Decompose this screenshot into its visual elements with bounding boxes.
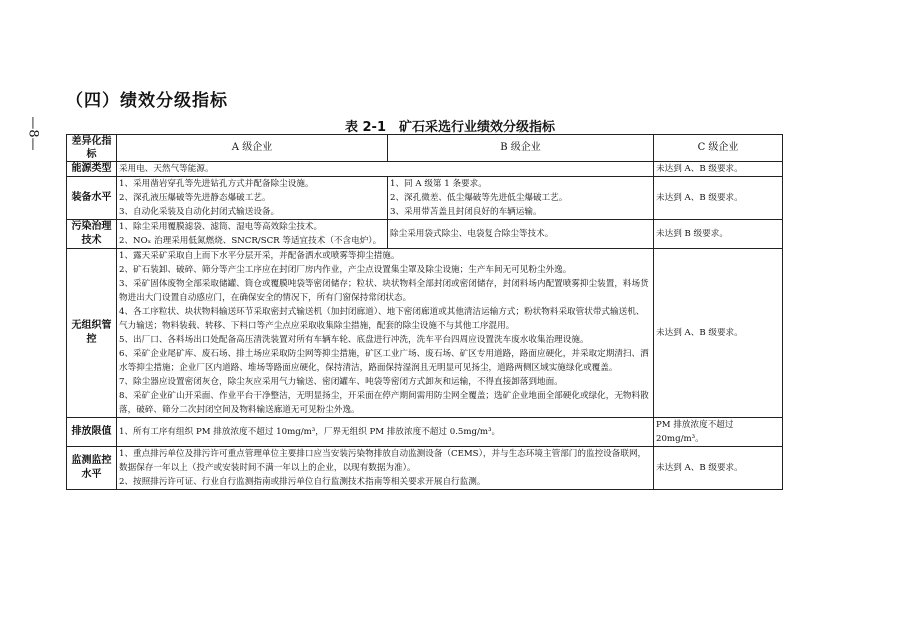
row-energy-type bbox=[67, 162, 783, 177]
category-monitoring-level: 监测监控水平 bbox=[67, 447, 117, 490]
row-emission-limit bbox=[67, 418, 783, 447]
cell-monitoring-a-b bbox=[117, 447, 654, 490]
cell-energy-c: 未达到 A、B 级要求。 bbox=[654, 162, 783, 177]
equipment-b-item-3: 3、采用带苫盖且封闭良好的车辆运输。 bbox=[390, 207, 542, 217]
equipment-a-item-3: 3、自动化采装及自动化封闭式输送设备。 bbox=[119, 207, 280, 217]
unorganized-item-6: 6、采矿企业尾矿库、废石场、排土场应采取防尘网等抑尘措施，矿区工业广场、废石场、矿区专用道路，路面应硬化，并采取定期清扫、洒水等抑尘措施；企业厂区内道路、堆场等路面应硬化，保持清洁，路面保持湿润且无明显可见扬尘，道路两侧区域实施绿化或覆盖。 bbox=[119, 349, 649, 373]
page-number: —8— bbox=[25, 115, 41, 151]
cell-equipment-b bbox=[388, 177, 654, 220]
header-category: 差异化指标 bbox=[67, 135, 117, 162]
row-unorganized-control bbox=[67, 249, 783, 418]
cell-unorganized-a-b bbox=[117, 249, 654, 418]
cell-emission-a-b: 1、所有工序有组织 PM 排放浓度不超过 10mg/m³，厂界无组织 PM 排放浓度不超过 0.5mg/m³。 bbox=[117, 418, 654, 447]
equipment-b-item-2: 2、深孔微差、低尘爆破等先进低尘爆破工艺。 bbox=[390, 193, 568, 203]
equipment-a-item-1: 1、采用凿岩穿孔等先进钻孔方式并配备除尘设施。 bbox=[119, 179, 314, 189]
cell-pollution-a bbox=[117, 220, 388, 249]
row-pollution-control bbox=[67, 220, 783, 249]
unorganized-item-2: 2、矿石装卸、破碎、筛分等产尘工序应在封闭厂房内作业，产尘点设置集尘罩及除尘设施；生产车间无可见粉尘外逸。 bbox=[119, 265, 572, 275]
cell-emission-c: PM 排放浓度不超过 20mg/m³。 bbox=[654, 418, 783, 447]
table-header-row bbox=[67, 135, 783, 162]
header-grade-a: A 级企业 bbox=[117, 135, 388, 162]
cell-unorganized-c: 未达到 A、B 级要求。 bbox=[654, 249, 783, 418]
section-heading: （四）绩效分级指标 bbox=[66, 91, 228, 111]
performance-grading-table bbox=[66, 134, 783, 490]
table-caption: 表 2-1 矿石采选行业绩效分级指标 bbox=[344, 120, 555, 135]
cell-energy-a-b: 采用电、天然气等能源。 bbox=[117, 162, 654, 177]
equipment-a-item-2: 2、深孔液压爆破等先进静态爆破工艺。 bbox=[119, 193, 271, 203]
unorganized-item-3: 3、采矿固体废物全部采取储罐、筒仓或覆膜吨袋等密闭储存；粒状、块状物料全部封闭或密闭储存，封闭料场内配置喷雾抑尘装置，料场货物进出大门设置自动感应门，在确保安全的情况下，所有门窗保持常闭状态。 bbox=[119, 279, 649, 303]
category-energy-type: 能源类型 bbox=[67, 162, 117, 177]
unorganized-item-5: 5、出厂口、各料场出口处配备高压清洗装置对所有车辆车轮、底盘进行冲洗，洗车平台四周应设置洗车废水收集治理设施。 bbox=[119, 335, 589, 345]
category-unorganized-control: 无组织管控 bbox=[67, 249, 117, 418]
unorganized-item-7: 7、除尘器应设置密闭灰仓，除尘灰应采用气力输送、密闭罐车、吨袋等密闭方式卸灰和运输，不得直接卸落到地面。 bbox=[119, 377, 563, 387]
cell-pollution-b: 除尘采用袋式除尘、电袋复合除尘等技术。 bbox=[388, 220, 654, 249]
cell-equipment-c: 未达到 A、B 级要求。 bbox=[654, 177, 783, 220]
cell-equipment-a bbox=[117, 177, 388, 220]
unorganized-item-4: 4、各工序粒状、块状物料输送环节采取密封式输送机（加封闭廊道）、地下密闭廊道或其他清洁运输方式；粉状物料采取管状带式输送机、气力输送；物料装载、转移、下料口等产尘点应采取收集除尘措施，配套的除尘设施不与其他工序混用。 bbox=[119, 307, 645, 331]
row-equipment-level bbox=[67, 177, 783, 220]
category-equipment-level: 装备水平 bbox=[67, 177, 117, 220]
unorganized-item-8: 8、采矿企业矿山开采面、作业平台干净整洁，无明显扬尘，开采面在停产期间需用防尘网全覆盖；选矿企业地面全部硬化或绿化，无物料散落，破碎、筛分二次封闭空间及物料输送廊道无可见粉尘外逸。 bbox=[119, 391, 649, 415]
category-emission-limit: 排放限值 bbox=[67, 418, 117, 447]
header-grade-c: C 级企业 bbox=[654, 135, 783, 162]
unorganized-item-1: 1、露天采矿采取自上而下水平分层开采，并配备洒水或喷雾等抑尘措施。 bbox=[119, 251, 400, 261]
cell-monitoring-c: 未达到 A、B 级要求。 bbox=[654, 447, 783, 490]
equipment-b-item-1: 1、同 A 级第 1 条要求。 bbox=[390, 179, 487, 189]
monitoring-item-2: 2、按照排污许可证、行业自行监测指南或排污单位自行监测技术指南等相关要求开展自行监测。 bbox=[119, 477, 486, 487]
row-monitoring-level bbox=[67, 447, 783, 490]
header-grade-b: B 级企业 bbox=[388, 135, 654, 162]
monitoring-item-1: 1、重点排污单位及排污许可重点管理单位主要排口应当安装污染物排放自动监测设备（CEMS），并与生态环境主管部门的监控设备联网，数据保存一年以上（投产或安装时间不满一年以上的企业，以现有数据为准）。 bbox=[119, 449, 647, 473]
pollution-a-item-1: 1、除尘采用覆膜滤袋、滤筒、湿电等高效除尘技术。 bbox=[119, 222, 323, 232]
pollution-a-item-2: 2、NOₓ 治理采用低氮燃烧、SNCR/SCR 等适宜技术（不含电炉）。 bbox=[119, 236, 382, 246]
category-pollution-control: 污染治理技术 bbox=[67, 220, 117, 249]
cell-pollution-c: 未达到 B 级要求。 bbox=[654, 220, 783, 249]
